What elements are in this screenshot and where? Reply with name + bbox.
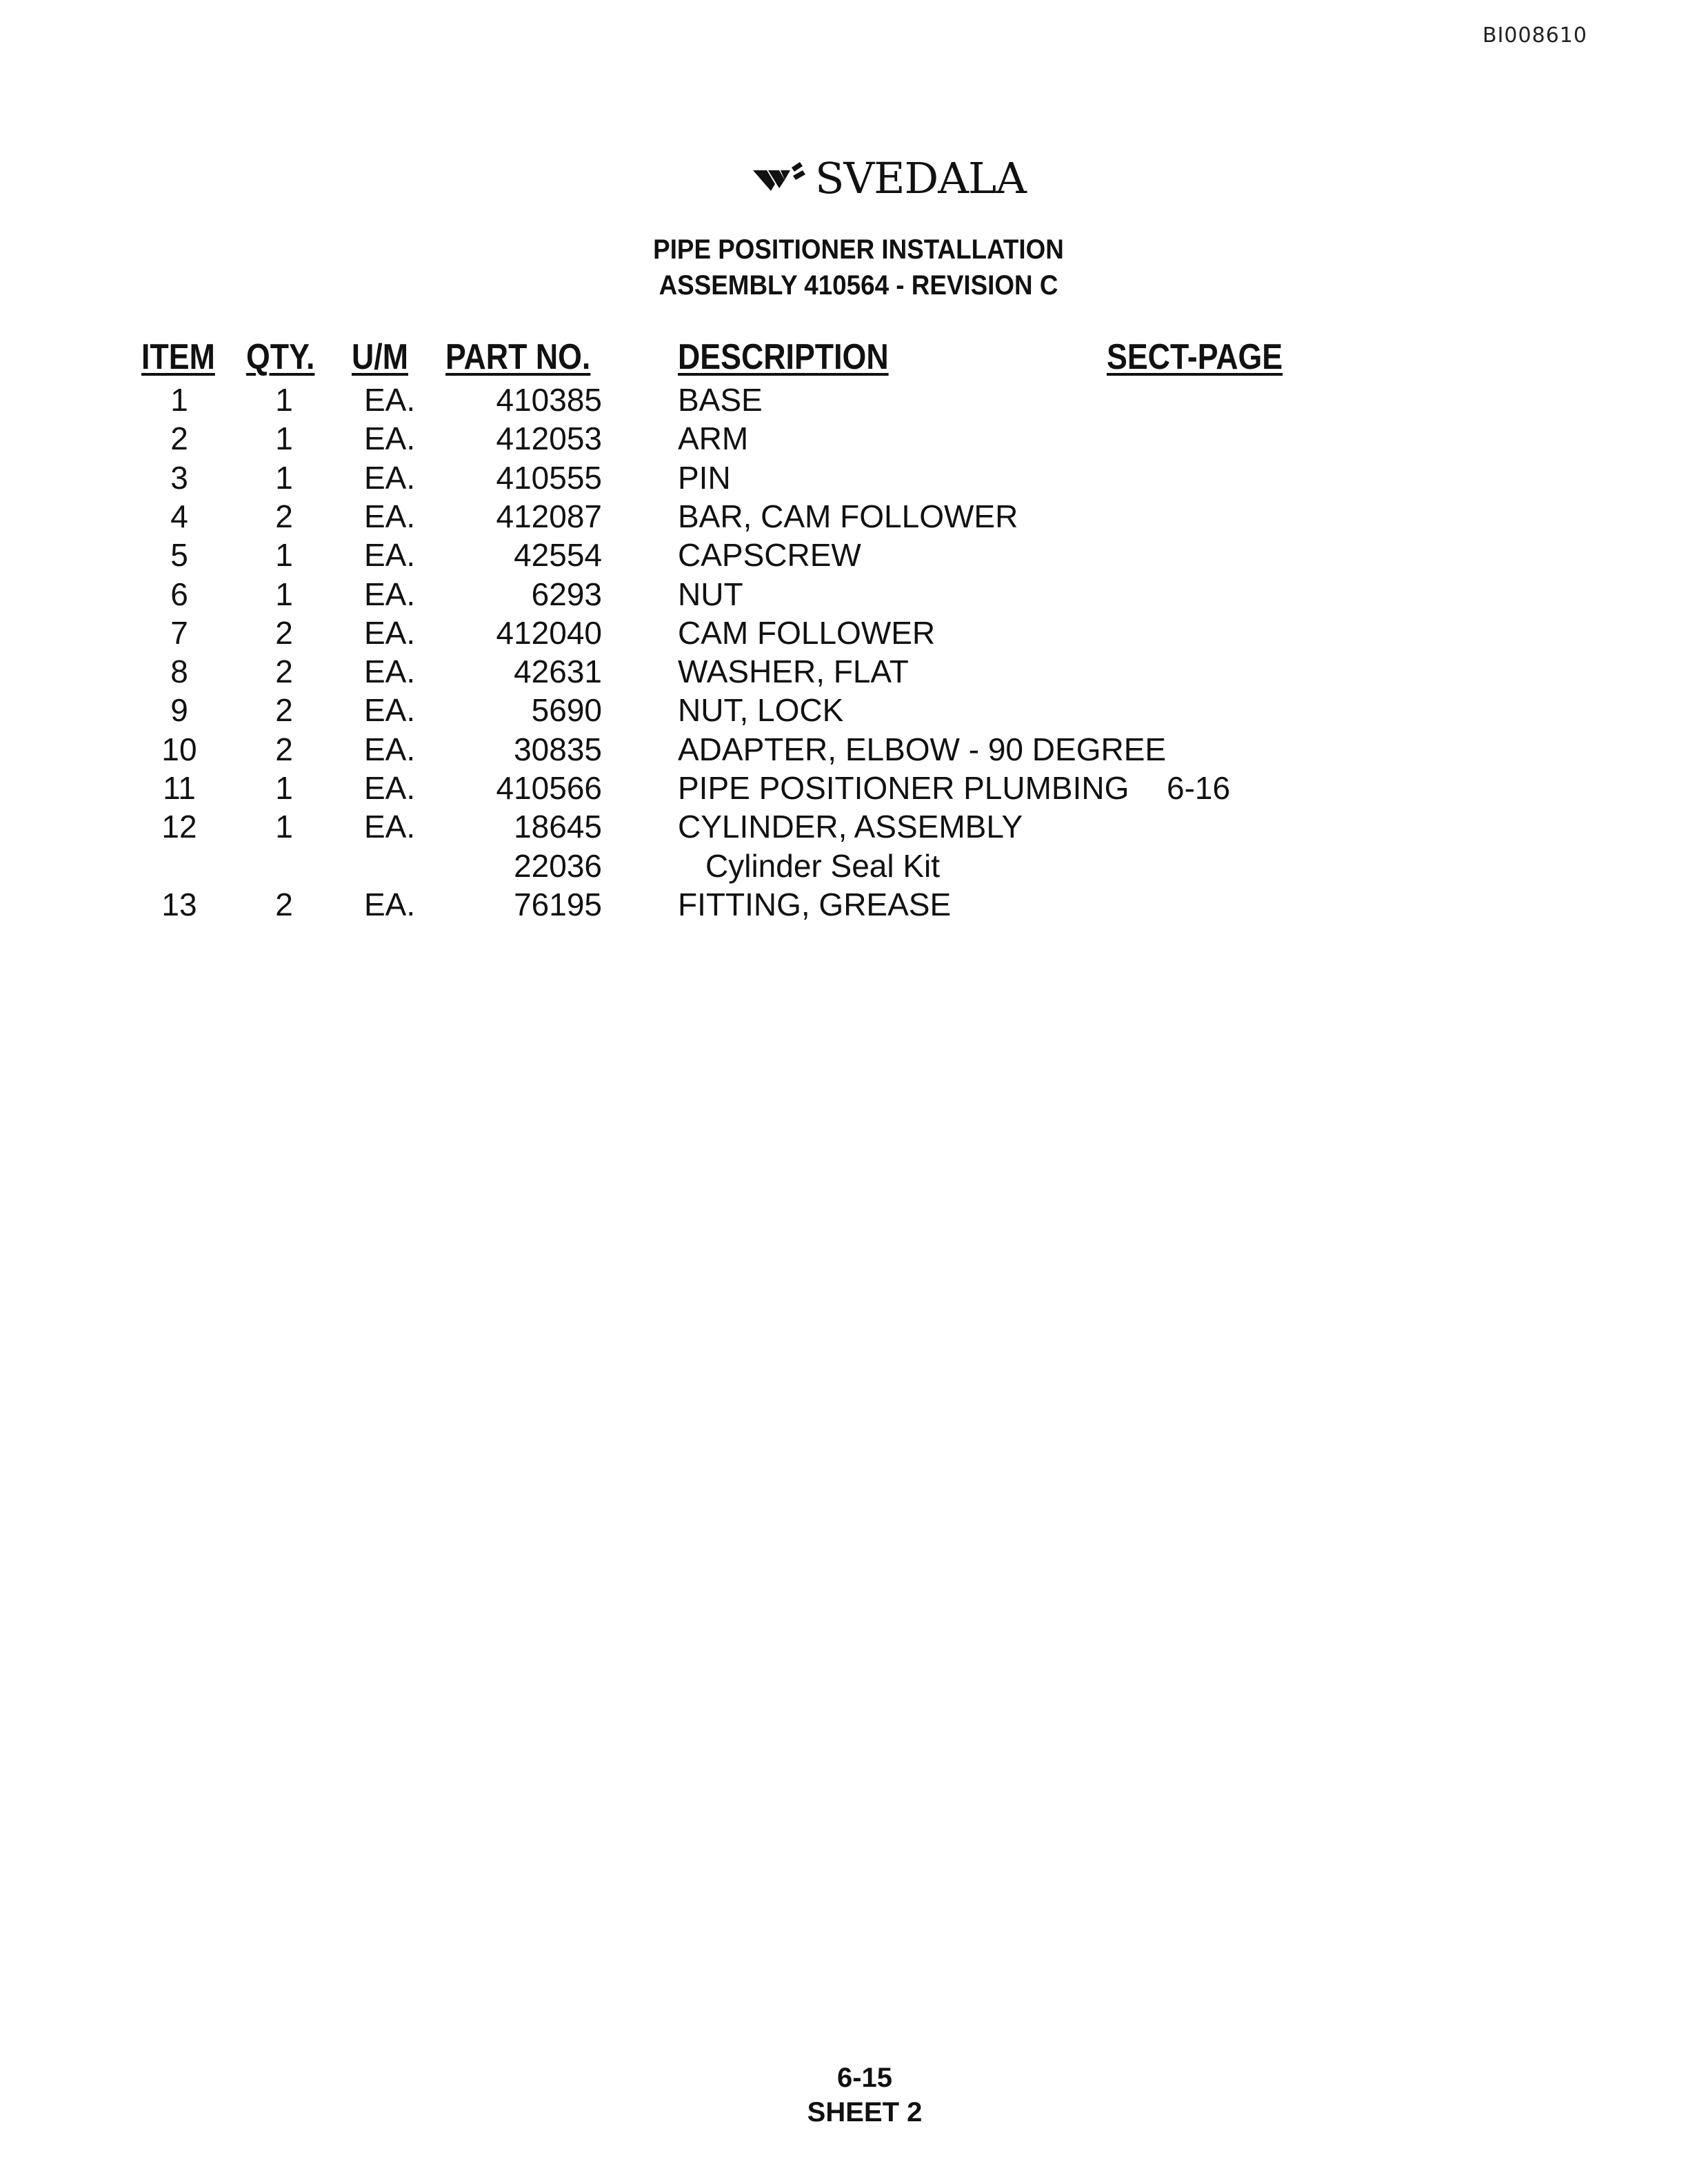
table-row [0, 381, 1688, 420]
item-number: 9 [170, 692, 188, 728]
company-logo [752, 153, 1026, 203]
description: NUT [678, 576, 743, 612]
quantity: 2 [275, 654, 293, 689]
unit-of-measure: EA. [364, 537, 416, 573]
part-number: 30835 [514, 731, 602, 767]
part-number: 5690 [531, 692, 602, 728]
table-row [0, 769, 1688, 808]
item-number: 8 [170, 654, 188, 689]
item-number: 2 [170, 421, 188, 456]
table-row [0, 459, 1688, 498]
quantity: 1 [275, 460, 293, 496]
column-header-item: ITEM [141, 337, 215, 377]
item-number: 13 [161, 887, 197, 922]
column-header-qty: QTY. [246, 337, 315, 377]
table-row [0, 536, 1688, 575]
unit-of-measure: EA. [364, 615, 416, 651]
unit-of-measure: EA. [364, 731, 416, 767]
sect-page: 6-16 [1167, 770, 1231, 806]
unit-of-measure: EA. [364, 498, 416, 534]
table-row [0, 691, 1688, 730]
quantity: 2 [275, 731, 293, 767]
table-row [0, 420, 1688, 458]
part-number: 42631 [514, 654, 602, 689]
unit-of-measure: EA. [364, 887, 416, 922]
part-number: 22036 [514, 848, 602, 884]
description: NUT, LOCK [678, 692, 844, 728]
quantity: 2 [275, 498, 293, 534]
svedala-chevron-logo-icon [752, 161, 810, 196]
column-header-part-no: PART NO. [445, 337, 591, 377]
item-number: 1 [170, 382, 188, 418]
table-row [0, 886, 1688, 924]
table-row [0, 847, 1688, 886]
part-number: 410566 [496, 770, 602, 806]
description: ADAPTER, ELBOW - 90 DEGREE [678, 731, 1167, 767]
description: FITTING, GREASE [678, 887, 952, 922]
description: BASE [678, 382, 763, 418]
part-number: 42554 [514, 537, 602, 573]
description: Cylinder Seal Kit [705, 848, 941, 884]
quantity: 1 [275, 382, 293, 418]
description: PIPE POSITIONER PLUMBING [678, 770, 1129, 806]
part-number: 410555 [496, 460, 602, 496]
description: CAPSCREW [678, 537, 861, 573]
column-header-description: DESCRIPTION [678, 337, 889, 377]
item-number: 11 [163, 770, 196, 806]
part-number: 410385 [496, 382, 602, 418]
quantity: 1 [275, 576, 293, 612]
description: PIN [678, 460, 731, 496]
page-number: 6-15 [836, 2063, 893, 2093]
item-number: 3 [170, 460, 188, 496]
table-row [0, 653, 1688, 691]
description: ARM [678, 421, 749, 456]
unit-of-measure: EA. [364, 460, 416, 496]
unit-of-measure: EA. [364, 654, 416, 689]
table-row [0, 731, 1688, 769]
quantity: 1 [275, 770, 293, 806]
unit-of-measure: EA. [364, 770, 416, 806]
unit-of-measure: EA. [364, 421, 416, 456]
part-number: 76195 [514, 887, 602, 922]
part-number: 412040 [496, 615, 602, 651]
quantity: 1 [275, 537, 293, 573]
item-number: 4 [170, 498, 188, 534]
table-row [0, 614, 1688, 653]
document-title: PIPE POSITIONER INSTALLATION [653, 234, 1064, 265]
table-row [0, 808, 1688, 847]
quantity: 2 [275, 615, 293, 651]
unit-of-measure: EA. [364, 692, 416, 728]
quantity: 1 [275, 421, 293, 456]
document-id: BI008610 [1483, 23, 1587, 48]
logo-wordmark: SVEDALA [815, 153, 1026, 203]
document-subtitle: ASSEMBLY 410564 - REVISION C [659, 270, 1058, 301]
part-number: 6293 [531, 576, 602, 612]
description: WASHER, FLAT [678, 654, 909, 689]
item-number: 7 [170, 615, 188, 651]
part-number: 412053 [496, 421, 602, 456]
column-header-um: U/M [352, 337, 408, 377]
unit-of-measure: EA. [364, 809, 416, 845]
quantity: 1 [275, 809, 293, 845]
item-number: 5 [170, 537, 188, 573]
table-row [0, 576, 1688, 614]
table-row [0, 498, 1688, 536]
part-number: 18645 [514, 809, 602, 845]
quantity: 2 [275, 692, 293, 728]
item-number: 10 [161, 731, 197, 767]
quantity: 2 [275, 887, 293, 922]
sheet-number: SHEET 2 [807, 2097, 923, 2127]
unit-of-measure: EA. [364, 382, 416, 418]
unit-of-measure: EA. [364, 576, 416, 612]
column-header-sect-page: SECT-PAGE [1107, 337, 1283, 377]
item-number: 6 [170, 576, 188, 612]
description: CAM FOLLOWER [678, 615, 936, 651]
description: BAR, CAM FOLLOWER [678, 498, 1018, 534]
description: CYLINDER, ASSEMBLY [678, 809, 1023, 845]
part-number: 412087 [496, 498, 602, 534]
item-number: 12 [161, 809, 197, 845]
